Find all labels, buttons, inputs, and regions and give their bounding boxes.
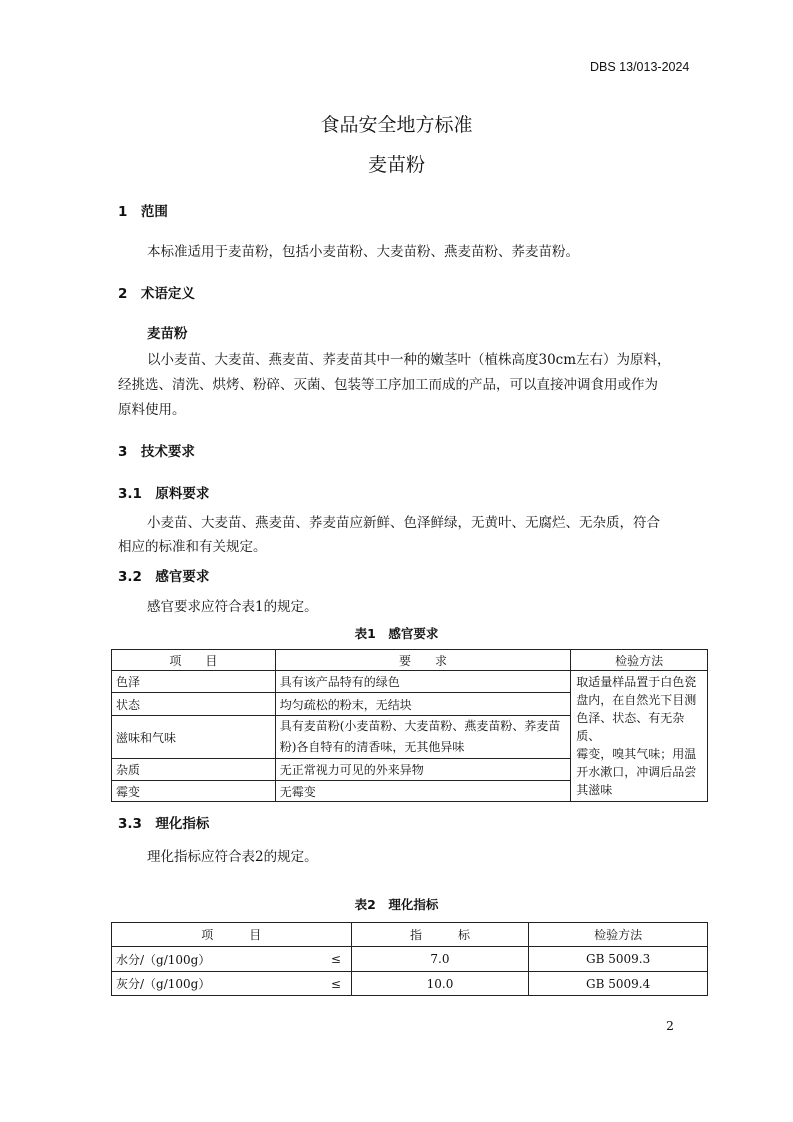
cell-value: 7.0: [351, 947, 529, 972]
header-item: 项 目: [112, 650, 276, 671]
header-method: 检验方法: [529, 923, 708, 947]
method-line: 色泽、状态、有无杂质、: [576, 711, 685, 743]
table-header-row: [112, 650, 708, 671]
physicochemical-table: [111, 922, 708, 996]
section-3-1-line: 小麦苗、大麦苗、燕麦苗、荞麦苗应新鲜、色泽鲜绿，无黄叶、无腐烂、无杂质，符合: [147, 515, 660, 531]
cell-item: 水分/（g/100g）: [112, 947, 322, 972]
method-line: 开水漱口，冲调后品尝: [576, 765, 697, 779]
page-subtitle: 麦苗粉: [367, 154, 425, 176]
term-line: 以小麦苗、大麦苗、燕麦苗、荞麦苗其中一种的嫩茎叶（植株高度30cm左右）为原料，: [147, 352, 671, 368]
term-heading: 麦苗粉: [147, 326, 188, 342]
header-item: 项 目: [112, 923, 352, 947]
section-1-text: 本标准适用于麦苗粉，包括小麦苗粉、大麦苗粉、燕麦苗粉、荞麦苗粉。: [147, 244, 579, 260]
cell-requirement: 无正常视力可见的外来异物: [275, 759, 570, 781]
term-line: 经挑选、清洗、烘烤、粉碎、灭菌、包装等工序加工而成的产品，可以直接冲调食用或作为: [118, 377, 658, 393]
cell-item: 杂质: [112, 759, 276, 781]
cell-item: 状态: [112, 693, 276, 716]
section-3-2-text: 感官要求应符合表1的规定。: [147, 599, 318, 615]
section-3-heading: 3 技术要求: [118, 444, 195, 460]
cell-item: 灰分/（g/100g）: [112, 972, 322, 996]
cell-item: 滋味和气味: [112, 716, 276, 759]
table-header-row: [112, 923, 708, 947]
requirement-line: 具有麦苗粉(小麦苗粉、大麦苗粉、燕麦苗粉、荞麦苗: [279, 719, 561, 733]
table2-caption: 表2 理化指标: [354, 897, 439, 912]
section-3-3-heading: 3.3 理化指标: [118, 816, 210, 832]
table-row: [112, 671, 708, 693]
doc-code: DBS 13/013-2024: [590, 60, 690, 74]
cell-operator: ≤: [321, 972, 351, 996]
cell-method: GB 5009.3: [529, 947, 708, 972]
requirement-line: 粉)各自特有的清香味，无其他异味: [279, 740, 465, 754]
cell-requirement: 无霉变: [275, 781, 570, 802]
header-indicator: 指 标: [351, 923, 529, 947]
method-line: 霉变，嗅其气味；用温: [576, 747, 697, 761]
page-title: 食品安全地方标准: [320, 114, 473, 136]
section-2-heading: 2 术语定义: [118, 286, 195, 302]
cell-item: 霉变: [112, 781, 276, 802]
section-1-heading: 1 范围: [118, 204, 168, 220]
section-3-2-heading: 3.2 感官要求: [118, 569, 210, 585]
term-line: 原料使用。: [118, 402, 186, 418]
cell-value: 10.0: [351, 972, 529, 996]
section-3-3-text: 理化指标应符合表2的规定。: [147, 849, 318, 865]
method-line: 取适量样品置于白色瓷: [576, 675, 697, 689]
table-row: [112, 972, 708, 996]
method-line: 盘内，在自然光下目测: [576, 693, 697, 707]
cell-operator: ≤: [321, 947, 351, 972]
page-number: 2: [666, 1018, 674, 1033]
sensory-table: [111, 649, 708, 802]
header-method: 检验方法: [571, 650, 708, 671]
header-requirement: 要 求: [275, 650, 570, 671]
method-line: 其滋味: [576, 783, 613, 797]
cell-requirement: 具有该产品特有的绿色: [275, 671, 570, 693]
table-row: [112, 947, 708, 972]
cell-requirement: [275, 716, 570, 759]
cell-method: GB 5009.4: [529, 972, 708, 996]
section-3-1-line: 相应的标准和有关规定。: [118, 539, 267, 555]
cell-requirement: 均匀疏松的粉末，无结块: [275, 693, 570, 716]
table1-caption: 表1 感官要求: [354, 626, 439, 641]
cell-method: [571, 671, 708, 802]
section-3-1-heading: 3.1 原料要求: [118, 486, 210, 502]
cell-item: 色泽: [112, 671, 276, 693]
